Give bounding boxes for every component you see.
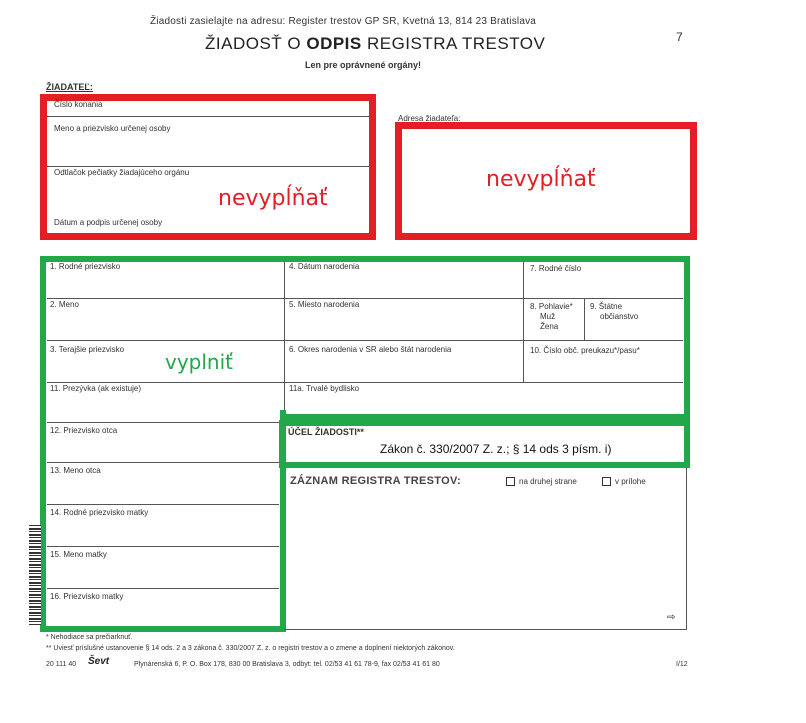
register-record-label: ZÁZNAM REGISTRA TRESTOV:	[290, 475, 461, 487]
form-code: 20 111 40	[46, 661, 77, 668]
field-birth-surname: 1. Rodné priezvisko	[50, 262, 121, 271]
field-sex: 8. Pohlavie*	[530, 302, 573, 311]
field-birth-number: 7. Rodné číslo	[530, 264, 582, 273]
field-stamp: Odtlačok pečiatky žiadajúceho orgánu	[54, 168, 190, 177]
personal-data-box-top	[40, 256, 690, 420]
field-mother-birth-surname: 14. Rodné priezvisko matky	[50, 508, 149, 517]
form-title: ŽIADOSŤ O ODPIS REGISTRA TRESTOV	[205, 34, 546, 53]
checkbox[interactable]	[506, 477, 515, 486]
field-citizenship: 9. Štátne	[590, 302, 623, 311]
field-father-surname: 12. Priezvisko otca	[50, 426, 118, 435]
checkbox[interactable]	[602, 477, 611, 486]
send-to-address: Žiadosti zasielajte na adresu: Register trestov GP SR, Kvetná 13, 814 23 Bratislava	[150, 16, 537, 27]
publisher-logo: Ševt	[88, 656, 110, 667]
field-sex-female: Žena	[540, 322, 559, 331]
field-place-of-birth: 5. Miesto narodenia	[289, 300, 360, 309]
note-do-not-fill-left: nevypĺňať	[218, 186, 328, 211]
field-first-name: 2. Meno	[50, 300, 79, 309]
next-arrow-icon: ⇨	[667, 612, 676, 623]
purpose-value: Zákon č. 330/2007 Z. z.; § 14 ods 3 písm. i)	[380, 442, 612, 456]
field-nickname: 11. Prezývka (ak existuje)	[50, 384, 141, 393]
field-citizenship-2: občianstvo	[600, 312, 639, 321]
footnote-2: ** Uviesť príslušné ustanovenie § 14 ods. 2 a 3 zákona č. 330/2007 Z. z. o registri trestov a o zmene a doplnení niektorých zákonov.	[46, 645, 455, 652]
field-sex-male: Muž	[540, 312, 556, 321]
footnote-1: * Nehodiace sa prečiarknuť.	[46, 634, 133, 641]
page-number: 7	[676, 30, 683, 44]
field-mother-name: 15. Meno matky	[50, 550, 107, 559]
field-permanent-residence: 11a. Trvalé bydlisko	[289, 384, 360, 393]
note-do-not-fill-right: nevypĺňať	[486, 167, 596, 192]
purpose-label: ÚČEL ŽIADOSTI**	[288, 427, 364, 437]
field-mother-surname: 16. Priezvisko matky	[50, 592, 124, 601]
check-other-side[interactable]: na druhej strane	[500, 477, 577, 486]
field-date-of-birth: 4. Dátum narodenia	[289, 262, 360, 271]
field-case-number: Číslo konania	[54, 100, 103, 109]
field-date-signature: Dátum a podpis určenej osoby	[54, 218, 163, 227]
field-district-of-birth: 6. Okres narodenia v SR alebo štát narodenia	[289, 345, 452, 354]
field-designated-person-name: Meno a priezvisko určenej osoby	[54, 124, 171, 133]
check-attachment[interactable]: v prílohe	[596, 477, 646, 486]
field-id-number: 10. Číslo obč. preukazu*/pasu*	[530, 346, 640, 355]
field-current-surname: 3. Terajšie priezvisko	[50, 345, 125, 354]
barcode	[29, 525, 41, 625]
publisher-address: Plynárenská 6, P. O. Box 178, 830 00 Bratislava 3, odbyt: tel. 02/53 41 61 78-9, fax 02/53 41 61 80	[134, 661, 440, 668]
page-code: I/12	[676, 661, 688, 668]
note-fill-in: vyplniť	[165, 350, 233, 374]
applicant-heading: ŽIADATEĽ:	[46, 82, 93, 92]
register-record-box	[284, 468, 687, 630]
applicant-address-label: Adresa žiadateľa:	[398, 114, 461, 123]
field-father-name: 13. Meno otca	[50, 466, 101, 475]
form-subtitle: Len pre oprávnené orgány!	[305, 60, 422, 70]
